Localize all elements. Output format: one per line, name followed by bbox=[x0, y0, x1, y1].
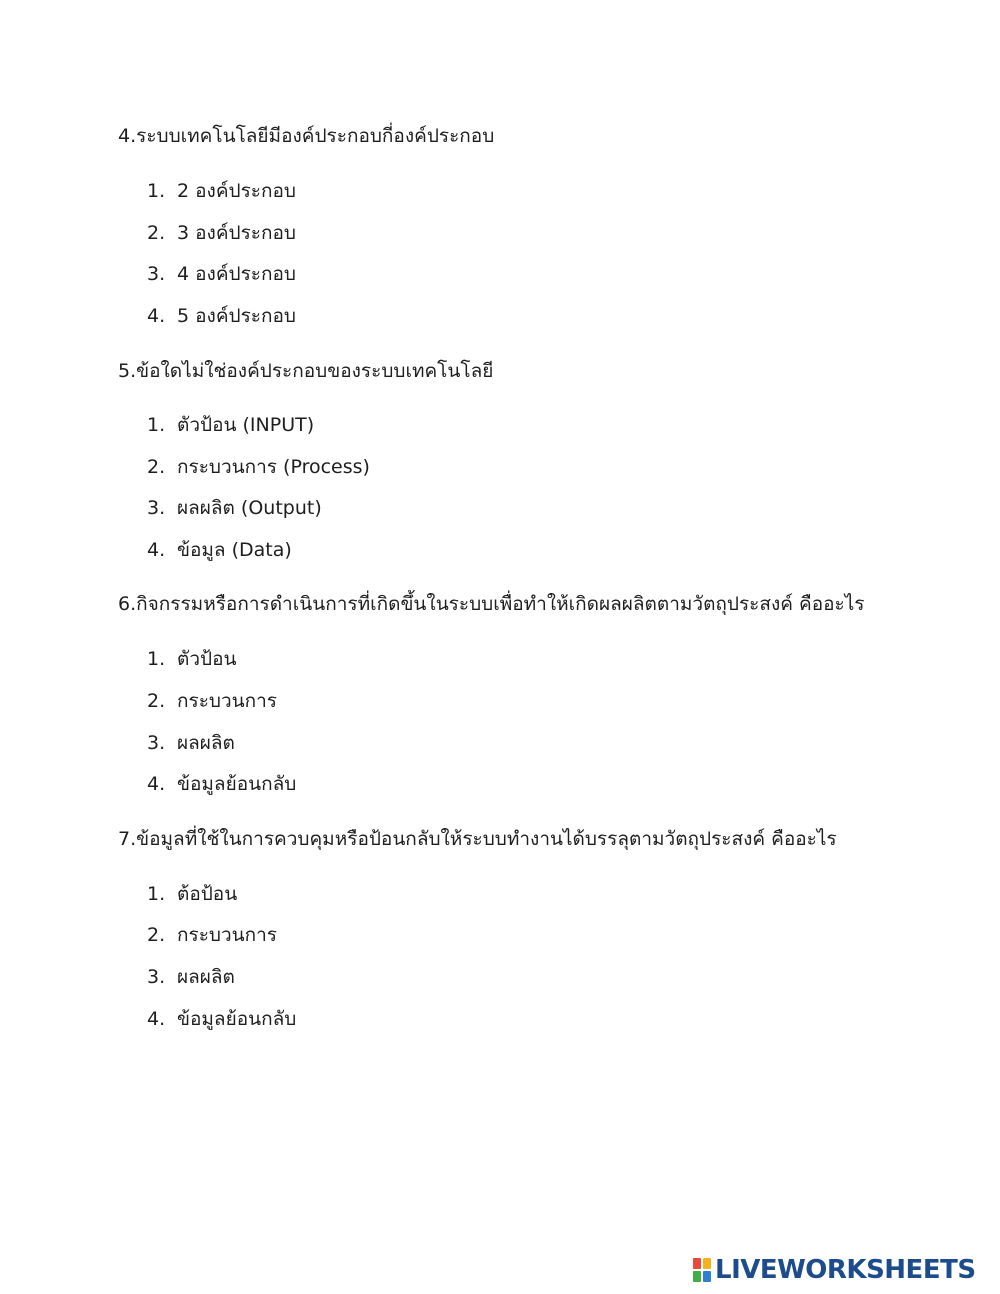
option-number: 4. bbox=[147, 539, 166, 561]
q4-option-3 bbox=[147, 262, 296, 286]
option-text: กระบวนการ bbox=[177, 924, 278, 946]
option-text: ข้อมูลย้อนกลับ bbox=[177, 773, 297, 795]
question-5: 5.ข้อใดไม่ใช่องค์ประกอบของระบบเทคโนโลยี bbox=[118, 360, 494, 382]
q7-option-2 bbox=[147, 923, 277, 947]
liveworksheets-logo bbox=[693, 1256, 976, 1284]
option-number: 3. bbox=[147, 497, 166, 519]
logo-block-red bbox=[693, 1258, 701, 1269]
option-number: 2. bbox=[147, 222, 166, 244]
option-number: 1. bbox=[147, 883, 166, 905]
q5-option-4 bbox=[147, 538, 292, 562]
option-number: 1. bbox=[147, 414, 166, 436]
option-number: 3. bbox=[147, 263, 166, 285]
q4-option-1 bbox=[147, 179, 296, 203]
option-text: 2 องค์ประกอบ bbox=[177, 180, 296, 202]
option-number: 4. bbox=[147, 305, 166, 327]
question-7: 7.ข้อมูลที่ใช้ในการควบคุมหรือป้อนกลับให้ระบบทำงานได้บรรลุตามวัตถุประสงค์ คืออะไร bbox=[118, 828, 837, 850]
option-text: ต้อป้อน bbox=[177, 883, 238, 905]
q5-option-1 bbox=[147, 413, 314, 437]
q6-option-1 bbox=[147, 647, 236, 671]
q5-option-2 bbox=[147, 455, 370, 479]
q7-option-4 bbox=[147, 1007, 296, 1031]
q6-option-3 bbox=[147, 731, 235, 755]
option-text: ตัวป้อน bbox=[177, 648, 237, 670]
option-text: กระบวนการ (Process) bbox=[177, 456, 370, 478]
q6-option-2 bbox=[147, 689, 277, 713]
option-number: 1. bbox=[147, 180, 166, 202]
option-text: 3 องค์ประกอบ bbox=[177, 222, 296, 244]
option-number: 3. bbox=[147, 966, 166, 988]
option-text: ผลผลิต bbox=[177, 732, 235, 754]
option-number: 4. bbox=[147, 1008, 166, 1030]
logo-blocks-icon bbox=[693, 1258, 711, 1282]
option-text: 4 องค์ประกอบ bbox=[177, 263, 296, 285]
logo-text: LIVEWORKSHEETS bbox=[715, 1255, 976, 1285]
option-number: 3. bbox=[147, 732, 166, 754]
q4-option-4 bbox=[147, 304, 296, 328]
option-number: 2. bbox=[147, 690, 166, 712]
q6-option-4 bbox=[147, 772, 296, 796]
option-number: 2. bbox=[147, 456, 166, 478]
option-number: 1. bbox=[147, 648, 166, 670]
logo-block-yellow bbox=[703, 1258, 711, 1269]
option-number: 2. bbox=[147, 924, 166, 946]
q7-option-3 bbox=[147, 965, 235, 989]
option-text: ผลผลิต (Output) bbox=[177, 497, 322, 519]
q4-option-2 bbox=[147, 221, 296, 245]
q5-option-3 bbox=[147, 496, 322, 520]
option-text: ผลผลิต bbox=[177, 966, 235, 988]
option-text: 5 องค์ประกอบ bbox=[177, 305, 296, 327]
option-text: ข้อมูลย้อนกลับ bbox=[177, 1008, 297, 1030]
option-text: กระบวนการ bbox=[177, 690, 278, 712]
option-number: 4. bbox=[147, 773, 166, 795]
logo-block-blue bbox=[703, 1271, 711, 1282]
question-4: 4.ระบบเทคโนโลยีมีองค์ประกอบกี่องค์ประกอบ bbox=[118, 125, 495, 147]
question-6: 6.กิจกรรมหรือการดำเนินการที่เกิดขึ้นในระบบเพื่อทำให้เกิดผลผลิตตามวัตถุประสงค์ คืออะไร bbox=[118, 593, 865, 615]
option-text: ข้อมูล (Data) bbox=[177, 539, 292, 561]
option-text: ตัวป้อน (INPUT) bbox=[177, 414, 315, 436]
q7-option-1 bbox=[147, 882, 237, 906]
logo-block-green bbox=[693, 1271, 701, 1282]
